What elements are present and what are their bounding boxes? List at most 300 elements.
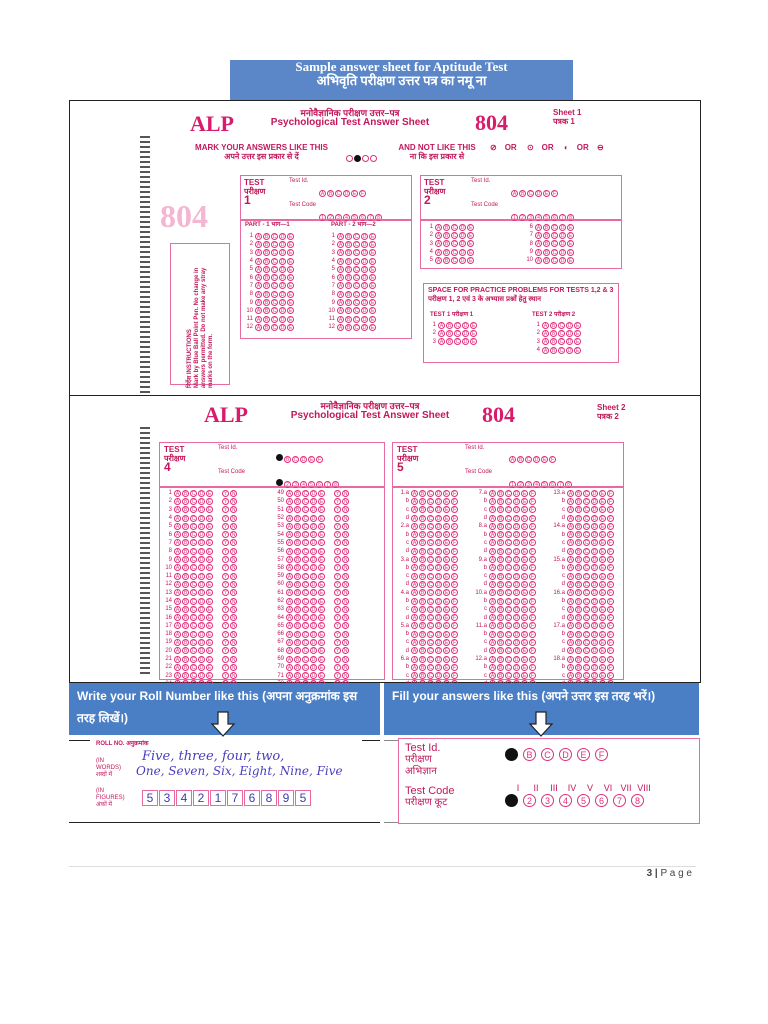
row-number: 58 (277, 564, 284, 571)
answer-bubble: B (498, 490, 503, 497)
answer-bubble: F (608, 590, 613, 597)
answer-bubble: C (191, 639, 196, 646)
answer-bubble: B (295, 498, 300, 505)
answer-bubble: E (575, 322, 580, 329)
or-2: OR (541, 143, 554, 152)
answer-bubble: B (183, 557, 188, 564)
answer-bubble: E (600, 673, 605, 680)
answer-bubble: B (498, 631, 503, 638)
instructions-title: निर्देश INSTRUCTIONS (187, 329, 193, 388)
answer-bubble: Y (223, 565, 228, 572)
answer-bubble: E (444, 565, 449, 572)
answer-bubble: E (575, 330, 580, 337)
answer-bubble: B (295, 631, 300, 638)
answer-row (471, 506, 537, 514)
answer-bubble: D (592, 490, 597, 497)
answer-bubble: D (199, 548, 204, 555)
answer-bubble: B (498, 573, 503, 580)
answer-bubble: E (319, 581, 324, 588)
answer-row (549, 580, 615, 588)
answer-bubble: A (412, 515, 417, 522)
answer-bubble: B (183, 631, 188, 638)
answer-bubble: A (287, 581, 292, 588)
answer-bubble: A (412, 565, 417, 572)
answer-bubble: A (175, 664, 180, 671)
answer-bubble: C (191, 615, 196, 622)
answer-row (393, 630, 459, 638)
row-number: 54 (277, 531, 284, 538)
answer-bubble: A (287, 540, 292, 547)
answer-bubble: E (207, 565, 212, 572)
row-number: b (483, 631, 487, 638)
answer-bubble: E (471, 339, 476, 346)
answer-bubble: E (370, 250, 375, 257)
answer-bubble: B (498, 664, 503, 671)
answer-bubble: A (338, 250, 343, 257)
answer-bubble: C (191, 507, 196, 514)
answer-bubble: B (183, 648, 188, 655)
answer-row (471, 580, 537, 588)
answer-bubble: B (576, 598, 581, 605)
answer-bubble: N (231, 548, 236, 555)
test-4-code-label: Test Code (218, 469, 246, 475)
answer-bubble: B (447, 330, 452, 337)
row-number: 52 (277, 515, 284, 522)
answer-bubble: B (183, 656, 188, 663)
answer-bubble: A (175, 507, 180, 514)
row-number: 9 (168, 556, 172, 563)
answer-bubble: E (600, 590, 605, 597)
answer-bubble: A (412, 598, 417, 605)
answer-bubble: A (175, 498, 180, 505)
answer-bubble: E (468, 224, 473, 231)
answer-bubble: B (295, 623, 300, 630)
answer-bubble: C (191, 606, 196, 613)
answer-row (549, 630, 615, 638)
answer-bubble: D (592, 523, 597, 530)
answer-bubble: E (370, 258, 375, 265)
answer-bubble: N (343, 639, 348, 646)
answer-bubble: D (280, 324, 285, 331)
row-number: 11.a (475, 622, 487, 629)
roll-digit-box: 5 (295, 790, 311, 806)
roman-numerals (509, 783, 653, 793)
row-number: 67 (277, 639, 284, 646)
answer-row (393, 506, 459, 514)
answer-bubble: C (303, 615, 308, 622)
answer-bubble: C (191, 623, 196, 630)
roll-digit-box: 5 (142, 790, 158, 806)
answer-bubble: C (506, 540, 511, 547)
answer-bubble: A (568, 631, 573, 638)
row-number: b (561, 664, 565, 671)
answer-bubble: D (514, 648, 519, 655)
answer-bubble: C (354, 283, 359, 290)
row-number: c (406, 606, 409, 613)
answer-bubble: D (592, 606, 597, 613)
answer-bubble: D (199, 615, 204, 622)
answer-bubble: C (506, 623, 511, 630)
answer-bubble: A (536, 249, 541, 256)
answer-bubble: D (436, 581, 441, 588)
answer-bubble: N (231, 631, 236, 638)
answer-row (272, 672, 350, 680)
answer-bubble: E (600, 507, 605, 514)
answer-bubble: C (428, 523, 433, 530)
answer-bubble: D (592, 639, 597, 646)
answer-bubble: F (608, 490, 613, 497)
answer-bubble: D (280, 233, 285, 240)
answer-bubble: D (436, 664, 441, 671)
answer-bubble: A (175, 606, 180, 613)
answer-bubble: F (452, 515, 457, 522)
answer-bubble: N (343, 664, 348, 671)
answer-bubble: E (444, 573, 449, 580)
row-number: 50 (277, 498, 284, 505)
answer-bubble: C (303, 581, 308, 588)
answer-row (424, 321, 478, 329)
answer-row (393, 580, 459, 588)
row-number: 4.a (400, 589, 409, 596)
answer-bubble: N (343, 656, 348, 663)
answer-bubble: B (420, 498, 425, 505)
answer-row (393, 514, 459, 522)
row-number: c (484, 506, 487, 513)
answer-bubble: E (444, 581, 449, 588)
answer-bubble: E (319, 498, 324, 505)
row-number: 56 (277, 548, 284, 555)
row-number: b (561, 531, 565, 538)
answer-bubble: A (338, 308, 343, 315)
row-number: b (483, 664, 487, 671)
answer-bubble: A (338, 258, 343, 265)
answer-bubble: D (362, 241, 367, 248)
answer-bubble: A (175, 639, 180, 646)
answer-bubble: E (444, 631, 449, 638)
answer-row (549, 589, 615, 597)
row-number: c (406, 506, 409, 513)
row-number: b (405, 664, 409, 671)
answer-row (272, 597, 350, 605)
answer-bubble: C (191, 648, 196, 655)
answer-bubble: D (199, 515, 204, 522)
answer-row (272, 497, 350, 505)
answer-bubble: C (191, 664, 196, 671)
practice-title-hi: परीक्षण 1, 2 एवं 3 के अभ्यास प्रश्नों हेतु स्थान (428, 296, 542, 303)
answer-bubble: Y (335, 557, 340, 564)
answer-row (241, 315, 295, 323)
answer-bubble: C (303, 573, 308, 580)
answer-bubble: B (183, 548, 188, 555)
answer-row (471, 589, 537, 597)
answer-bubble: A (338, 316, 343, 323)
answer-bubble: D (567, 347, 572, 354)
answer-bubble: E (600, 615, 605, 622)
answer-bubble: E (207, 648, 212, 655)
answer-bubble: B (420, 515, 425, 522)
answer-bubble: A (287, 557, 292, 564)
roman-numeral: I (516, 783, 520, 793)
answer-bubble: F (608, 639, 613, 646)
answer-bubble: B (576, 532, 581, 539)
answer-bubble: F (530, 606, 535, 613)
answer-row (471, 564, 537, 572)
answer-bubble: B (498, 623, 503, 630)
answer-bubble: E (522, 606, 527, 613)
answer-bubble: F (608, 515, 613, 522)
answer-bubble: D (592, 590, 597, 597)
answer-bubble: N (231, 615, 236, 622)
answer-bubble: Y (223, 507, 228, 514)
answer-bubble: N (343, 648, 348, 655)
row-number: b (405, 564, 409, 571)
row-number: b (561, 564, 565, 571)
answer-bubble: F (452, 673, 457, 680)
row-number: 9 (331, 299, 335, 306)
answer-bubble: Y (335, 581, 340, 588)
answer-bubble: C (191, 540, 196, 547)
answer-bubble: E (522, 532, 527, 539)
answer-bubble: F (608, 664, 613, 671)
answer-bubble: B (420, 623, 425, 630)
answer-bubble: B (420, 673, 425, 680)
timing-marks-left (140, 133, 152, 396)
answer-bubble: Y (223, 515, 228, 522)
answer-bubble: E (444, 523, 449, 530)
answer-bubble: C (191, 656, 196, 663)
row-number: 4 (249, 258, 253, 265)
sheet-2-number-label: Sheet 2 पत्रक 2 (597, 403, 626, 421)
answer-bubble: A (338, 233, 343, 240)
answer-bubble: B (576, 606, 581, 613)
answer-row (272, 663, 350, 671)
answer-row (272, 539, 350, 547)
answer-bubble: C (584, 515, 589, 522)
answer-bubble: A (175, 623, 180, 630)
answer-bubble: C (452, 232, 457, 239)
answer-bubble: D (199, 656, 204, 663)
answer-bubble: Y (223, 532, 228, 539)
answer-bubble: C (506, 490, 511, 497)
row-number: 15.a (553, 556, 565, 563)
answer-bubble: E (444, 557, 449, 564)
answer-row (160, 589, 238, 597)
answer-bubble: E (288, 275, 293, 282)
answer-bubble: D (460, 224, 465, 231)
answer-bubble: F (530, 581, 535, 588)
answer-bubble: B (576, 656, 581, 663)
answer-row (549, 605, 615, 613)
practice-test-1-bubbles (424, 321, 478, 346)
answer-bubble: A (490, 540, 495, 547)
answer-bubble: C (506, 523, 511, 530)
test-id-bubble: D (559, 748, 572, 761)
answer-bubble: D (592, 581, 597, 588)
answer-row (272, 589, 350, 597)
answer-bubble: C (506, 557, 511, 564)
row-number: 1 (168, 490, 172, 497)
answer-bubble: C (272, 283, 277, 290)
part-2-label: PART - 2 भाग—2 (331, 222, 376, 228)
answer-bubble: D (592, 557, 597, 564)
answer-bubble: B (183, 664, 188, 671)
answer-bubble: N (231, 490, 236, 497)
answer-bubble: Y (223, 615, 228, 622)
answer-bubble: F (530, 590, 535, 597)
row-number: 3 (168, 506, 172, 513)
answer-bubble: F (530, 540, 535, 547)
answer-row (471, 514, 537, 522)
answer-row (521, 223, 575, 231)
answer-bubble: C (272, 266, 277, 273)
answer-row (241, 298, 295, 306)
answer-bubble: E (444, 615, 449, 622)
answer-bubble: C (428, 490, 433, 497)
answer-bubble: C (303, 532, 308, 539)
answer-bubble: B (183, 507, 188, 514)
answer-bubble: B (498, 598, 503, 605)
answer-bubble: A (490, 581, 495, 588)
test-1-id-label: Test Id. (289, 178, 309, 184)
answer-bubble: D (362, 291, 367, 298)
answer-bubble: E (568, 224, 573, 231)
answer-bubble: A (490, 498, 495, 505)
answer-bubble: D (436, 615, 441, 622)
answer-row (471, 655, 537, 663)
answer-bubble: C (452, 241, 457, 248)
answer-bubble: E (370, 241, 375, 248)
answer-bubble: D (514, 581, 519, 588)
answer-bubble: B (264, 266, 269, 273)
answer-bubble: B (295, 656, 300, 663)
answer-bubble: E (288, 316, 293, 323)
answer-bubble: B (498, 615, 503, 622)
answer-bubble: D (514, 565, 519, 572)
answer-bubble: B (346, 250, 351, 257)
row-number: c (484, 672, 487, 679)
answer-bubble: E (444, 515, 449, 522)
answer-bubble: B (420, 581, 425, 588)
answer-row (393, 489, 459, 497)
answer-row (272, 638, 350, 646)
answer-bubble: F (608, 548, 613, 555)
row-number: c (562, 606, 565, 613)
answer-bubble: C (452, 257, 457, 264)
answer-row (160, 647, 238, 655)
sheet-number-hi: पत्रक 1 (553, 117, 575, 126)
answer-bubble: D (199, 639, 204, 646)
brand-logo: ALP (190, 111, 234, 136)
answer-bubble: A (543, 322, 548, 329)
answer-bubble: E (319, 615, 324, 622)
answer-bubble: B (183, 590, 188, 597)
answer-bubble: B (498, 548, 503, 555)
answer-bubble: D (311, 581, 316, 588)
answer-bubble: C (584, 523, 589, 530)
answer-bubble: E (288, 308, 293, 315)
answer-bubble: F (608, 598, 613, 605)
wrong-mark-examples: ⊘ OR ⊙ OR ◐ OR ⊖ (490, 143, 604, 152)
answer-bubble: E (468, 232, 473, 239)
title-english: Sample answer sheet for Aptitude Test (295, 59, 508, 74)
answer-bubble: B (576, 523, 581, 530)
answer-bubble: E (207, 532, 212, 539)
answer-bubble: C (428, 548, 433, 555)
answer-bubble: F (608, 648, 613, 655)
answer-row (393, 638, 459, 646)
answer-bubble: D (436, 590, 441, 597)
answer-bubble: B (295, 573, 300, 580)
test-id-bubble (505, 748, 518, 761)
answer-bubble: C (428, 590, 433, 597)
answer-bubble: A (256, 291, 261, 298)
answer-bubble: C (584, 606, 589, 613)
answer-bubble: D (311, 623, 316, 630)
answer-bubble: B (498, 523, 503, 530)
row-number: 20 (165, 647, 172, 654)
answer-bubble: A (543, 347, 548, 354)
row-number: c (406, 573, 409, 580)
answer-bubble: Y (335, 590, 340, 597)
answer-bubble: N (343, 573, 348, 580)
answer-bubble: E (207, 523, 212, 530)
answer-bubble: C (428, 648, 433, 655)
roman-numeral: IV (567, 783, 577, 793)
answer-bubble: E (522, 507, 527, 514)
answer-bubble: C (455, 322, 460, 329)
answer-bubble: D (560, 232, 565, 239)
answer-bubble: A (412, 656, 417, 663)
answer-bubble: D (514, 590, 519, 597)
answer-bubble: D (514, 623, 519, 630)
answer-bubble: C (303, 565, 308, 572)
answer-bubble: E (319, 598, 324, 605)
answer-bubble: N (343, 565, 348, 572)
answer-bubble: N (231, 623, 236, 630)
answer-bubble: A (338, 291, 343, 298)
answer-bubble: E (207, 557, 212, 564)
answer-bubble: A (412, 639, 417, 646)
answer-bubble: E (288, 233, 293, 240)
answer-bubble: A (568, 615, 573, 622)
answer-bubble: C (272, 300, 277, 307)
answer-bubble: B (420, 548, 425, 555)
sheet-title-english: Psychological Test Answer Sheet (270, 117, 430, 128)
answer-bubble: Y (335, 490, 340, 497)
answer-bubble: E (522, 598, 527, 605)
answer-bubble: N (231, 507, 236, 514)
answer-row (160, 539, 238, 547)
answer-bubble: N (343, 540, 348, 547)
answer-bubble: Y (335, 598, 340, 605)
answer-bubble: B (264, 258, 269, 265)
answer-bubble: C (354, 300, 359, 307)
answer-bubble: F (452, 490, 457, 497)
answer-bubble: Y (223, 490, 228, 497)
answer-bubble: D (311, 557, 316, 564)
answer-bubble: A (256, 324, 261, 331)
answer-row (160, 605, 238, 613)
answer-bubble: B (498, 606, 503, 613)
answer-bubble: C (428, 673, 433, 680)
answer-bubble: C (584, 540, 589, 547)
answer-bubble: A (568, 623, 573, 630)
row-number: d (483, 614, 487, 621)
answer-bubble: Y (335, 573, 340, 580)
answer-row (471, 663, 537, 671)
answer-row (393, 497, 459, 505)
answer-bubble: C (303, 590, 308, 597)
